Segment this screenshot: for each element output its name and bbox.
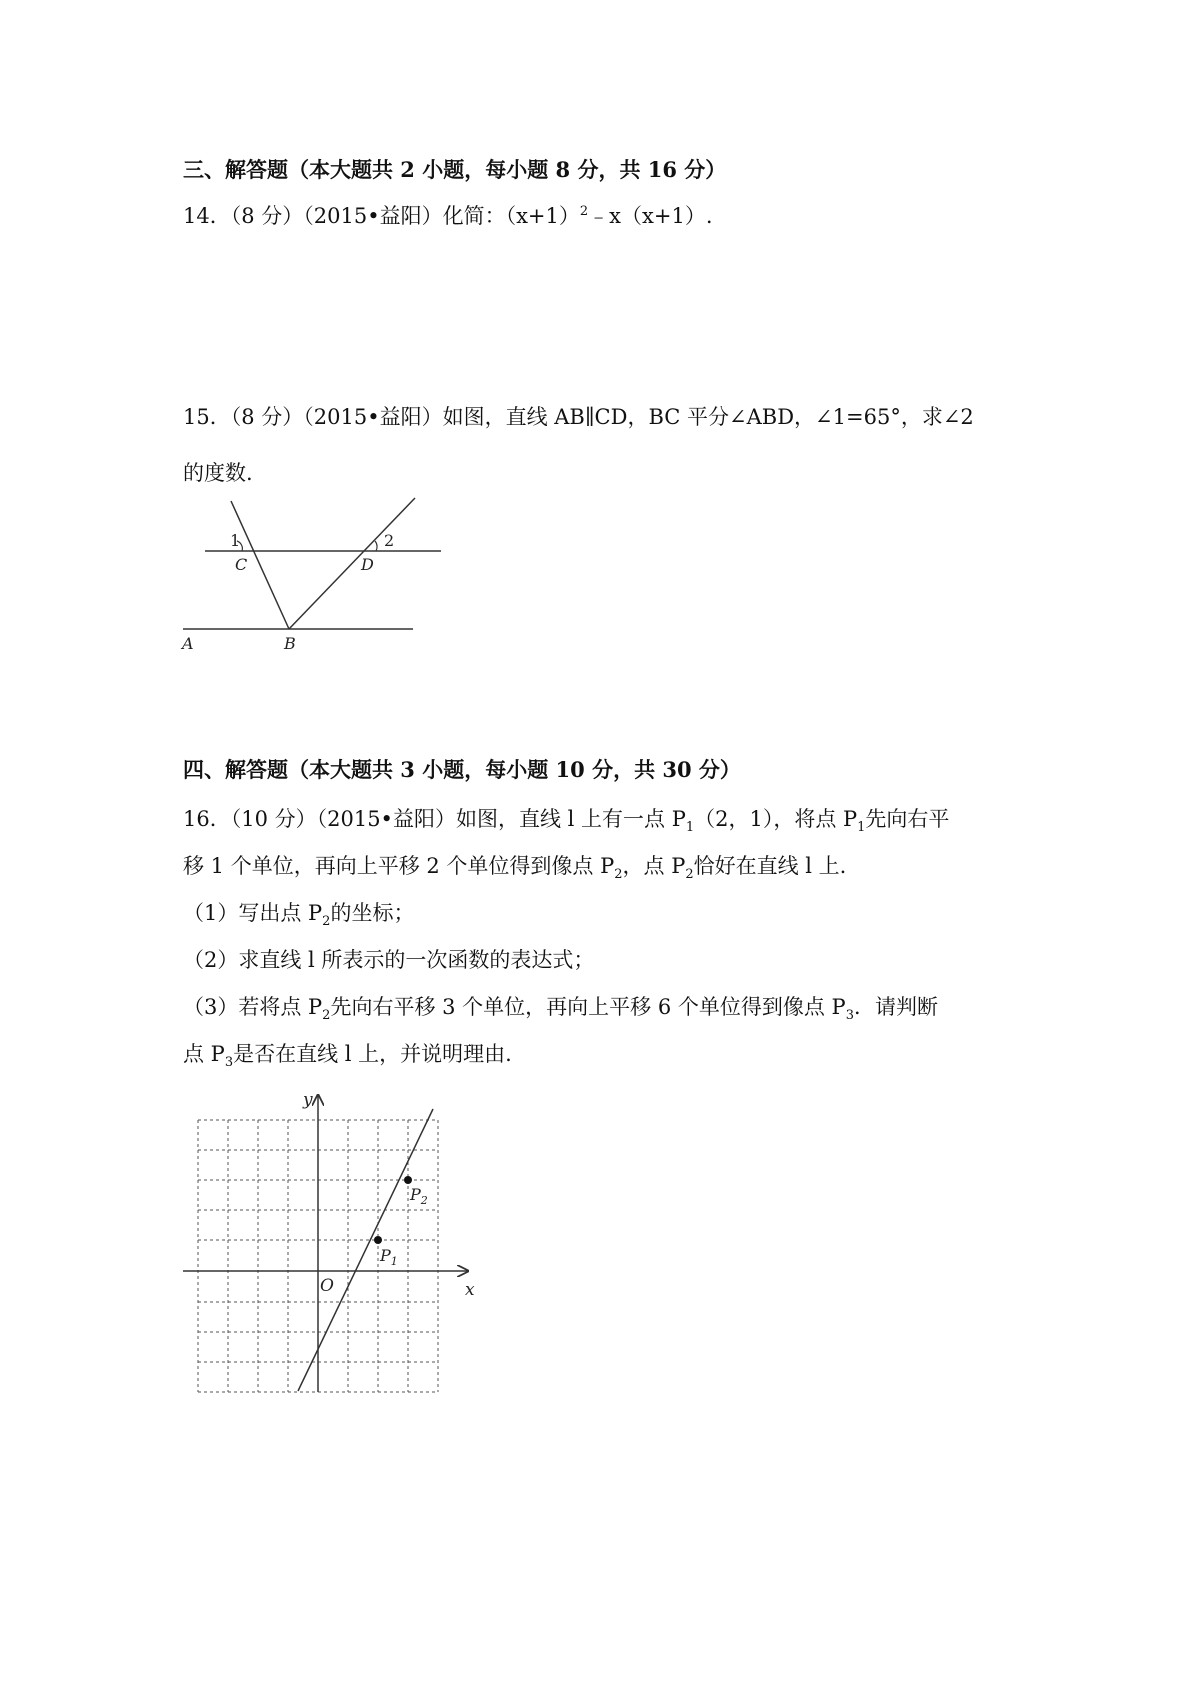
- label-B: B: [284, 634, 296, 653]
- label-x: x: [465, 1280, 475, 1300]
- q16-p3-a: （3）若将点 P: [183, 995, 323, 1019]
- label-p2-sub: 2: [420, 1194, 428, 1207]
- q16-part3: [183, 992, 938, 1031]
- q16-part1: [183, 898, 414, 937]
- q16-l2-b: ，点 P: [622, 854, 686, 878]
- angle-2-arc: [375, 541, 377, 551]
- point-p1: [374, 1236, 382, 1244]
- q16-l1-a: 16．（10 分）（2015•益阳）如图，直线 l 上有一点 P: [183, 807, 686, 831]
- q16-l2-sub2: 2: [685, 867, 694, 883]
- q16-figure: [175, 1085, 485, 1395]
- label-p1: [379, 1246, 398, 1268]
- q16-line1: [183, 804, 949, 843]
- section3-heading: 三、解答题（本大题共 2 小题，每小题 8 分，共 16 分）: [183, 157, 727, 182]
- q16-p4-sub: 3: [224, 1055, 234, 1071]
- q16-l1-b: （2，1），将点 P: [694, 807, 858, 831]
- label-1: 1: [230, 531, 241, 550]
- q16-part2: （2）求直线 l 所表示的一次函数的表达式；: [183, 948, 595, 972]
- q16-l1-sub1: 1: [685, 820, 695, 836]
- label-p2: [409, 1185, 428, 1207]
- q15-line1: 15．（8 分）（2015•益阳）如图，直线 AB∥CD，BC 平分∠ABD，∠1=65°，求∠2: [183, 405, 974, 429]
- q16-p3-c: ．请判断: [853, 995, 938, 1019]
- label-D: D: [361, 555, 374, 574]
- label-p2-main: P: [410, 1185, 421, 1204]
- q15-figure: [178, 495, 448, 655]
- section4-heading: 四、解答题（本大题共 3 小题，每小题 10 分，共 30 分）: [183, 757, 741, 782]
- label-origin: O: [320, 1276, 334, 1296]
- q14-suffix: ﹣x（x+1）.: [588, 204, 713, 228]
- q16-l1-c: 先向右平: [865, 807, 950, 831]
- q16-p1-sub: 2: [322, 914, 331, 930]
- point-p2: [404, 1176, 412, 1184]
- q16-p1-b: 的坐标；: [330, 901, 415, 925]
- segment-bd: [289, 498, 415, 629]
- label-p1-main: P: [380, 1246, 391, 1265]
- q14-text: [183, 197, 713, 231]
- q14-prefix: 14．（8 分）（2015•益阳）化简：（x+1）: [183, 204, 580, 228]
- q15-line2: 的度数.: [183, 461, 253, 485]
- q16-line2: [183, 851, 846, 890]
- q14-exponent: 2: [579, 204, 589, 219]
- label-A: A: [182, 634, 194, 653]
- q16-l1-sub2: 1: [857, 820, 866, 836]
- label-y: y: [303, 1090, 313, 1110]
- q16-p1-a: （1）写出点 P: [183, 901, 323, 925]
- label-p1-sub: 1: [390, 1255, 398, 1268]
- q16-l2-a: 移 1 个单位，再向上平移 2 个单位得到像点 P: [183, 854, 615, 878]
- label-2: 2: [384, 531, 395, 550]
- q16-p3-sub2: 3: [845, 1008, 854, 1024]
- q16-l2-c: 恰好在直线 l 上.: [693, 854, 847, 878]
- q16-l2-sub1: 2: [614, 867, 623, 883]
- q16-p3-b: 先向右平移 3 个单位，再向上平移 6 个单位得到像点 P: [330, 995, 846, 1019]
- q16-p3-sub1: 2: [322, 1008, 331, 1024]
- label-C: C: [235, 555, 248, 574]
- q16-part3-cont: [183, 1039, 512, 1078]
- q16-p4-b: 是否在直线 l 上，并说明理由.: [233, 1042, 512, 1066]
- q16-p4-a: 点 P: [183, 1042, 225, 1066]
